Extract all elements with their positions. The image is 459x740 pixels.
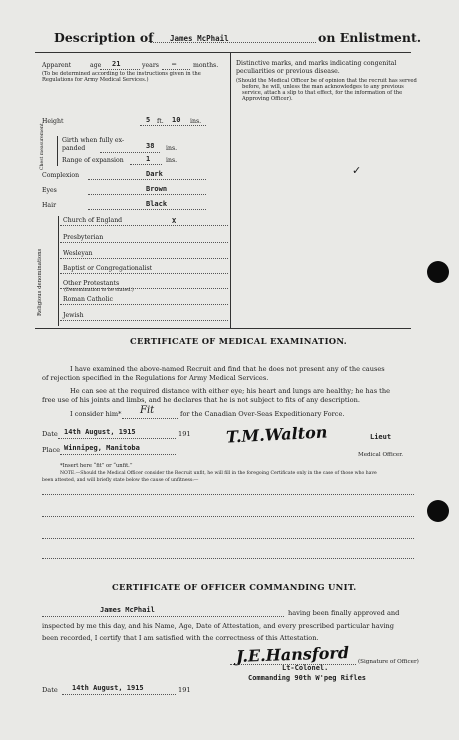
age-line bbox=[100, 69, 140, 70]
officer-title: CERTIFICATE OF OFFICER COMMANDING UNIT. bbox=[112, 582, 357, 592]
medical-place-line bbox=[60, 454, 176, 455]
age-months-value: — bbox=[172, 60, 177, 68]
officer-date: 14th August, 1915 bbox=[72, 684, 144, 692]
eyes-line bbox=[88, 194, 206, 195]
distinctive-heading-2: peculiarities or previous disease. bbox=[236, 68, 340, 75]
unfit-line-2 bbox=[42, 516, 414, 517]
complexion-line bbox=[88, 179, 206, 180]
medical-p1-a: I have examined the above-named Recruit and find that he does not present any of the causes bbox=[70, 365, 385, 373]
religion-mark: X bbox=[172, 217, 177, 225]
complexion-value: Dark bbox=[146, 170, 163, 178]
unfit-line-4 bbox=[42, 558, 414, 559]
distinctive-heading-1: Distinctive marks, and marks indicating congenital bbox=[236, 60, 397, 67]
religion-item-line bbox=[60, 320, 228, 321]
religion-item: Presbyterian bbox=[63, 234, 104, 241]
religion-item: Baptist or Congregationalist bbox=[63, 265, 153, 272]
medical-year-tail: 191 bbox=[178, 430, 191, 438]
distinctive-note-2: before, he will, unless the man acknowledges to any previous bbox=[242, 84, 404, 90]
religion-item: (Denomination to be stated.) bbox=[64, 288, 134, 293]
chest-range-unit: ins. bbox=[166, 157, 178, 164]
medical-title: CERTIFICATE OF MEDICAL EXAMINATION. bbox=[130, 336, 348, 346]
medical-rank: Lieut bbox=[370, 433, 392, 441]
officer-name: James McPhail bbox=[100, 606, 155, 614]
age-years-label: years bbox=[142, 62, 159, 69]
eyes-label: Eyes bbox=[42, 187, 57, 194]
hair-label: Hair bbox=[42, 202, 57, 209]
consider-a: I consider him* bbox=[70, 410, 122, 418]
chest-girth-unit: ins. bbox=[166, 145, 178, 152]
unfit-line-1 bbox=[42, 494, 414, 495]
header-title-right: on Enlistment. bbox=[318, 30, 422, 45]
religion-bracket bbox=[58, 216, 59, 326]
chest-side-label: Chest measurement bbox=[40, 123, 45, 170]
medical-date-label: Date bbox=[42, 430, 58, 438]
eyes-value: Brown bbox=[146, 185, 168, 193]
height-ft-label: ft. bbox=[157, 118, 164, 125]
religion-item-line bbox=[60, 225, 228, 226]
height-label: Height bbox=[42, 118, 64, 125]
height-line bbox=[140, 125, 206, 126]
range-line bbox=[130, 164, 162, 165]
officer-l3: been recorded, I certify that I am satisfied with the correctness of this Attestation. bbox=[42, 634, 319, 642]
officer-date-label: Date bbox=[42, 686, 58, 694]
officer-date-line bbox=[62, 694, 176, 695]
medical-date: 14th August, 1915 bbox=[64, 428, 136, 436]
age-value: 21 bbox=[112, 60, 121, 68]
chest-side-label-wrap bbox=[40, 123, 50, 170]
distinctive-note-1: (Should the Medical Officer be of opinion that the recruit has served bbox=[236, 78, 417, 84]
religion-item-line bbox=[60, 242, 228, 243]
consider-b: for the Canadian Over-Seas Expeditionary Force. bbox=[180, 410, 345, 418]
unfit-line-3 bbox=[42, 538, 414, 539]
age-months-label: months. bbox=[193, 62, 219, 69]
punch-hole-bottom bbox=[427, 500, 449, 522]
medical-officer-label: Medical Officer. bbox=[358, 452, 404, 458]
chest-girth-label-1: Girth when fully ex- bbox=[62, 137, 125, 144]
religion-item-line bbox=[60, 273, 228, 274]
hair-value: Black bbox=[146, 200, 168, 208]
distinctive-note-3: service, attach a slip to that effect, for the information of the bbox=[242, 90, 403, 96]
medical-p2-a: He can see at the required distance with either eye; his heart and lungs are healthy; he has the bbox=[70, 387, 390, 395]
officer-rank-2: Commanding 90th W'peg Rifles bbox=[248, 674, 367, 682]
medical-place: Winnipeg, Manitoba bbox=[64, 444, 140, 452]
height-inches: 10 bbox=[172, 116, 181, 124]
officer-name-line bbox=[42, 616, 284, 617]
height-feet: 5 bbox=[146, 116, 151, 124]
religion-item-line bbox=[60, 258, 228, 259]
girth-line bbox=[100, 152, 160, 153]
religion-item: Church of England bbox=[63, 217, 123, 224]
fit-line bbox=[122, 418, 178, 419]
officer-year-tail: 191 bbox=[178, 686, 191, 694]
chest-girth-label-2: panded bbox=[62, 145, 86, 152]
bottom-rule bbox=[35, 328, 411, 329]
chest-range-label: Range of expansion bbox=[62, 157, 124, 164]
officer-l2: inspected by me this day, and his Name, Age, Date of Attestation, and every prescribed particular having bbox=[42, 622, 395, 630]
distinctive-note-4: Approving Officer). bbox=[242, 96, 293, 102]
chest-bracket bbox=[57, 136, 58, 166]
header-name: James McPhail bbox=[170, 34, 229, 43]
age-note: (To be determined according to the instructions given in the Regulations for Army Medical Services.) bbox=[42, 71, 201, 83]
medical-footnote: *Insert here “fit” or “unfit.” bbox=[60, 463, 133, 469]
months-line bbox=[162, 69, 190, 70]
officer-signature: J.E.Hansford bbox=[235, 643, 350, 666]
religion-item: Wesleyan bbox=[63, 250, 93, 257]
chest-range: 1 bbox=[146, 155, 151, 163]
column-divider bbox=[230, 53, 231, 328]
medical-note-2: been attested, and will briefly state below the cause of unfitness:— bbox=[42, 478, 199, 483]
religion-item: Jewish bbox=[63, 312, 84, 319]
religion-item: Roman Catholic bbox=[63, 296, 113, 303]
medical-note-1: NOTE.—Should the Medical Officer consider the Recruit unfit, he will fill in the foregoing Certificate only in the case of those who have bbox=[60, 471, 377, 476]
fit-value: Fit bbox=[140, 405, 155, 416]
medical-place-label: Place bbox=[42, 446, 61, 454]
age-label: age bbox=[90, 62, 102, 69]
height-ins-label: ins. bbox=[190, 118, 202, 125]
officer-l1: having been finally approved and bbox=[288, 609, 400, 617]
punch-hole-top bbox=[427, 261, 449, 283]
officer-rank-1: Lt-Colonel. bbox=[282, 664, 329, 672]
officer-sig-label: (Signature of Officer) bbox=[358, 659, 419, 665]
medical-date-line bbox=[58, 438, 176, 439]
chest-girth: 38 bbox=[146, 142, 155, 150]
religion-item-line bbox=[60, 304, 228, 305]
age-label-prefix: Apparent bbox=[42, 62, 72, 69]
medical-p2-b: free use of his joints and limbs, and he declares that he is not subject to fits of any description. bbox=[42, 396, 360, 404]
medical-p1-b: of rejection specified in the Regulations for Army Medical Services. bbox=[42, 374, 269, 382]
header-title-left: Description of bbox=[54, 30, 154, 45]
medical-officer-signature: T.M.Walton bbox=[225, 422, 328, 447]
complexion-label: Complexion bbox=[42, 172, 80, 179]
religion-side-label-wrap bbox=[37, 216, 47, 326]
religion-side-label: Religious denominations bbox=[37, 248, 43, 316]
top-rule bbox=[35, 52, 411, 53]
tick-mark: ✓ bbox=[352, 164, 362, 177]
religion-item: Other Protestants bbox=[63, 280, 120, 287]
hair-line bbox=[88, 209, 206, 210]
